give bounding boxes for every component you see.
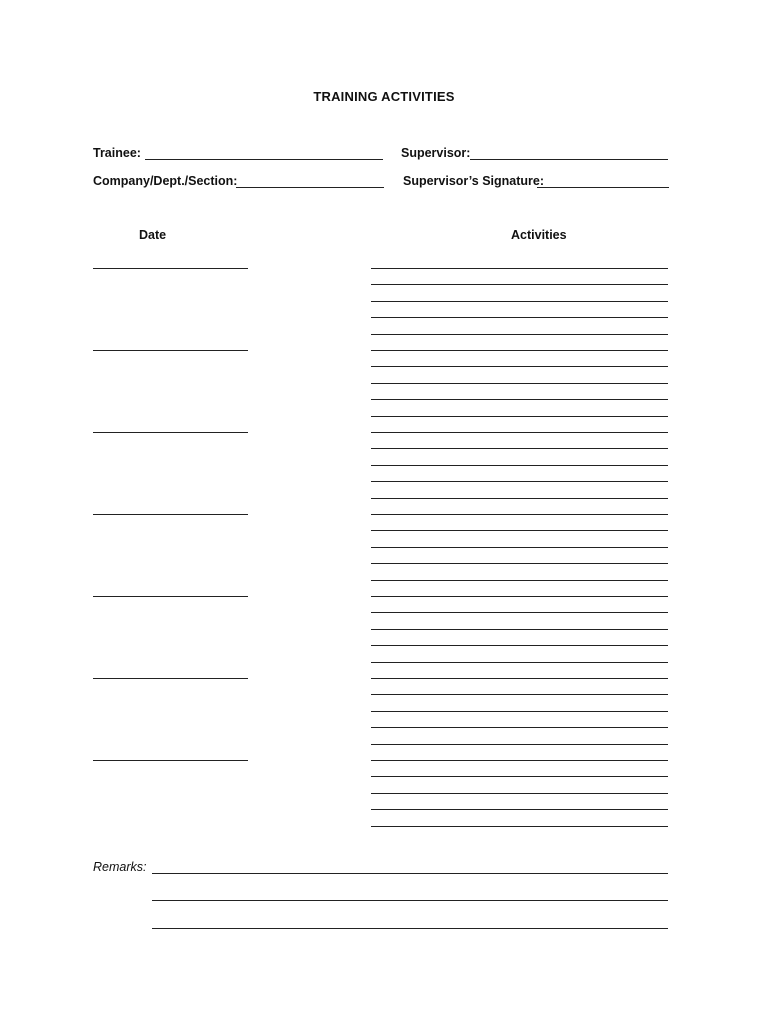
- date-entry-line[interactable]: [93, 596, 248, 597]
- activity-entry-line[interactable]: [371, 317, 668, 318]
- activity-entry-line[interactable]: [371, 563, 668, 564]
- signature-field[interactable]: [537, 187, 669, 188]
- supervisor-field[interactable]: [470, 159, 668, 160]
- activity-entry-line[interactable]: [371, 284, 668, 285]
- activity-entry-line[interactable]: [371, 366, 668, 367]
- remarks-line[interactable]: [152, 900, 668, 901]
- date-entry-line[interactable]: [93, 760, 248, 761]
- company-label: Company/Dept./Section:: [93, 174, 238, 188]
- activity-entry-line[interactable]: [371, 481, 668, 482]
- activity-entry-line[interactable]: [371, 662, 668, 663]
- remarks-line[interactable]: [152, 928, 668, 929]
- activity-entry-line[interactable]: [371, 432, 668, 433]
- activity-entry-line[interactable]: [371, 498, 668, 499]
- activity-entry-line[interactable]: [371, 334, 668, 335]
- date-entry-line[interactable]: [93, 678, 248, 679]
- date-column-header: Date: [139, 228, 167, 242]
- trainee-label: Trainee:: [93, 146, 141, 160]
- activity-entry-line[interactable]: [371, 301, 668, 302]
- activity-entry-line[interactable]: [371, 416, 668, 417]
- activity-entry-line[interactable]: [371, 694, 668, 695]
- date-entry-line[interactable]: [93, 268, 248, 269]
- activities-column-header: Activities: [511, 228, 567, 242]
- activity-entry-line[interactable]: [371, 645, 668, 646]
- activity-entry-line[interactable]: [371, 350, 668, 351]
- date-entry-line[interactable]: [93, 350, 248, 351]
- activity-entry-line[interactable]: [371, 727, 668, 728]
- remarks-label: Remarks:: [93, 860, 147, 874]
- activity-entry-line[interactable]: [371, 678, 668, 679]
- activity-entry-line[interactable]: [371, 793, 668, 794]
- activity-entry-line[interactable]: [371, 612, 668, 613]
- activity-entry-line[interactable]: [371, 465, 668, 466]
- supervisor-label: Supervisor:: [401, 146, 471, 160]
- date-entry-line[interactable]: [93, 514, 248, 515]
- activity-entry-line[interactable]: [371, 809, 668, 810]
- activity-entry-line[interactable]: [371, 760, 668, 761]
- activity-entry-line[interactable]: [371, 744, 668, 745]
- activity-entry-line[interactable]: [371, 530, 668, 531]
- date-entry-line[interactable]: [93, 432, 248, 433]
- activity-entry-line[interactable]: [371, 514, 668, 515]
- activity-entry-line[interactable]: [371, 776, 668, 777]
- activity-entry-line[interactable]: [371, 383, 668, 384]
- activity-entry-line[interactable]: [371, 448, 668, 449]
- trainee-field[interactable]: [145, 159, 383, 160]
- company-field[interactable]: [236, 187, 384, 188]
- activity-entry-line[interactable]: [371, 268, 668, 269]
- activity-entry-line[interactable]: [371, 629, 668, 630]
- remarks-line[interactable]: [152, 873, 668, 874]
- activity-entry-line[interactable]: [371, 547, 668, 548]
- activity-entry-line[interactable]: [371, 711, 668, 712]
- activity-entry-line[interactable]: [371, 580, 668, 581]
- signature-label: Supervisor’s Signature:: [403, 174, 545, 188]
- activity-entry-line[interactable]: [371, 826, 668, 827]
- page-title: TRAINING ACTIVITIES: [313, 89, 455, 104]
- activity-entry-line[interactable]: [371, 596, 668, 597]
- activity-entry-line[interactable]: [371, 399, 668, 400]
